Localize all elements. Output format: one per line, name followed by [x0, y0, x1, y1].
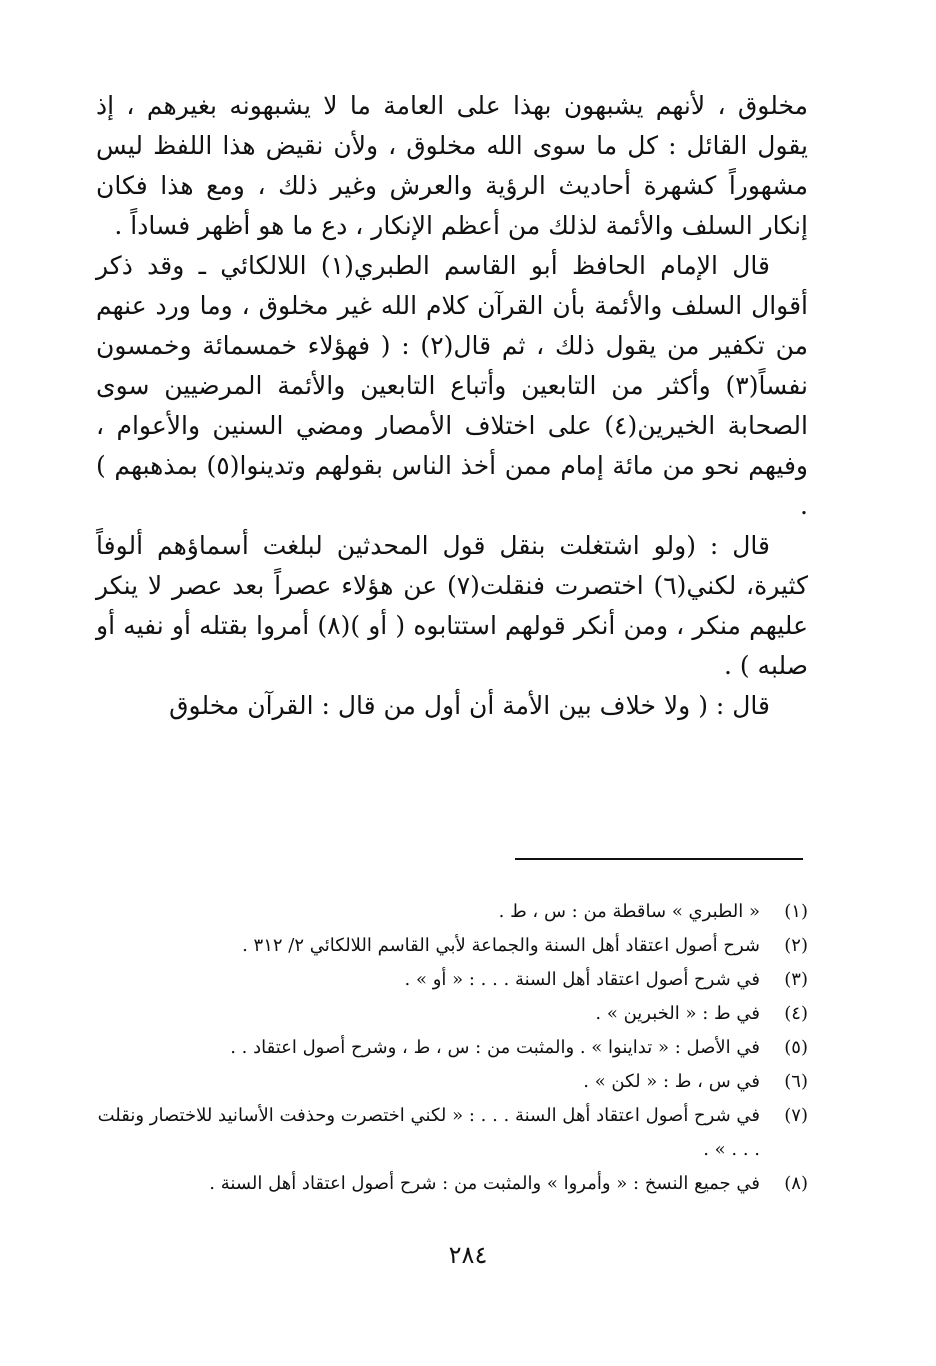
footnotes [96, 895, 808, 1201]
page-number: ٢٨٤ [448, 1241, 488, 1269]
paragraph-3: قال : (ولو اشتغلت بنقل قول المحدثين لبلغت أسماؤهم ألوفاً كثيرة، لكني(٦) اختصرت فنقلت(٧) عن هؤلاء عصراً بعد عصر لا ينكر عليهم منكر ، ومن أنكر قولهم استتابوه ( أو )(٨) أمروا بقتله أو نفيه أو صلبه ) . [96, 531, 808, 680]
footnote-text: في شرح أصول اعتقاد أهل السنة . . . : « أو » . [404, 969, 760, 990]
footnote-8 [96, 1167, 808, 1201]
footnote-6 [96, 1065, 808, 1099]
footnote-1 [96, 895, 808, 929]
footnote-3 [96, 963, 808, 997]
paragraph-1: مخلوق ، لأنهم يشبهون بهذا على العامة ما لا يشبهونه بغيرهم ، إذ يقول القائل : كل ما سوى الله مخلوق ، ولأن نقيض هذا اللفظ ليس مشهوراً كشهرة أحاديث الرؤية والعرش وغير ذلك ، ومع هذا فكان إنكار السلف والأئمة لذلك من أعظم الإنكار ، دع ما هو أظهر فساداً . [96, 91, 808, 240]
footnote-text: في الأصل : « تداينوا » . والمثبت من : س ، ط ، وشرح أصول اعتقاد . . [230, 1037, 760, 1058]
footnote-separator [515, 858, 803, 860]
footnote-4 [96, 997, 808, 1031]
footnote-text: في جميع النسخ : « وأمروا » والمثبت من : شرح أصول اعتقاد أهل السنة . [209, 1173, 760, 1194]
footnote-number: (٣) [784, 969, 808, 990]
footnote-2 [96, 929, 808, 963]
footnote-number: (٤) [784, 1003, 808, 1024]
paragraph-2: قال الإمام الحافظ أبو القاسم الطبري(١) اللالكائي ـ وقد ذكر أقوال السلف والأئمة بأن القرآن كلام الله غير مخلوق ، وما ورد عنهم من تكفير من يقول ذلك ، ثم قال(٢) : ( فهؤلاء خمسمائة وخمسون نفساً(٣) وأكثر من التابعين وأتباع التابعين والأئمة المرضيين سوى الصحابة الخيرين(٤) على اختلاف الأمصار ومضي السنين والأعوام ، وفيهم نحو من مائة إمام ممن أخذ الناس بقولهم وتدينوا(٥) بمذهبهم ) . [96, 251, 809, 520]
footnote-text: « الطبري » ساقطة من : س ، ط . [498, 901, 760, 922]
footnote-text: شرح أصول اعتقاد أهل السنة والجماعة لأبي القاسم اللالكائي ٢/ ٣١٢ . [242, 935, 760, 956]
footnote-5 [96, 1031, 808, 1065]
footnote-number: (٢) [784, 935, 808, 956]
paragraph-4: قال : ( ولا خلاف بين الأمة أن أول من قال : القرآن مخلوق [169, 691, 770, 720]
main-text [96, 86, 808, 726]
footnote-number: (٥) [784, 1037, 808, 1058]
footnote-number: (٦) [784, 1071, 808, 1092]
footnote-number: (٨) [784, 1173, 808, 1194]
footnote-text: في شرح أصول اعتقاد أهل السنة . . . : « لكني اختصرت وحذفت الأسانيد للاختصار ونقلت . . . » . [97, 1105, 760, 1160]
footnote-7 [96, 1099, 808, 1167]
footnote-text: في ط : « الخبرين » . [595, 1003, 760, 1024]
page-body [96, 86, 808, 726]
footnote-text: في س ، ط : « لكن » . [583, 1071, 760, 1092]
footnote-number: (٧) [784, 1105, 808, 1126]
footnote-number: (١) [784, 901, 808, 922]
